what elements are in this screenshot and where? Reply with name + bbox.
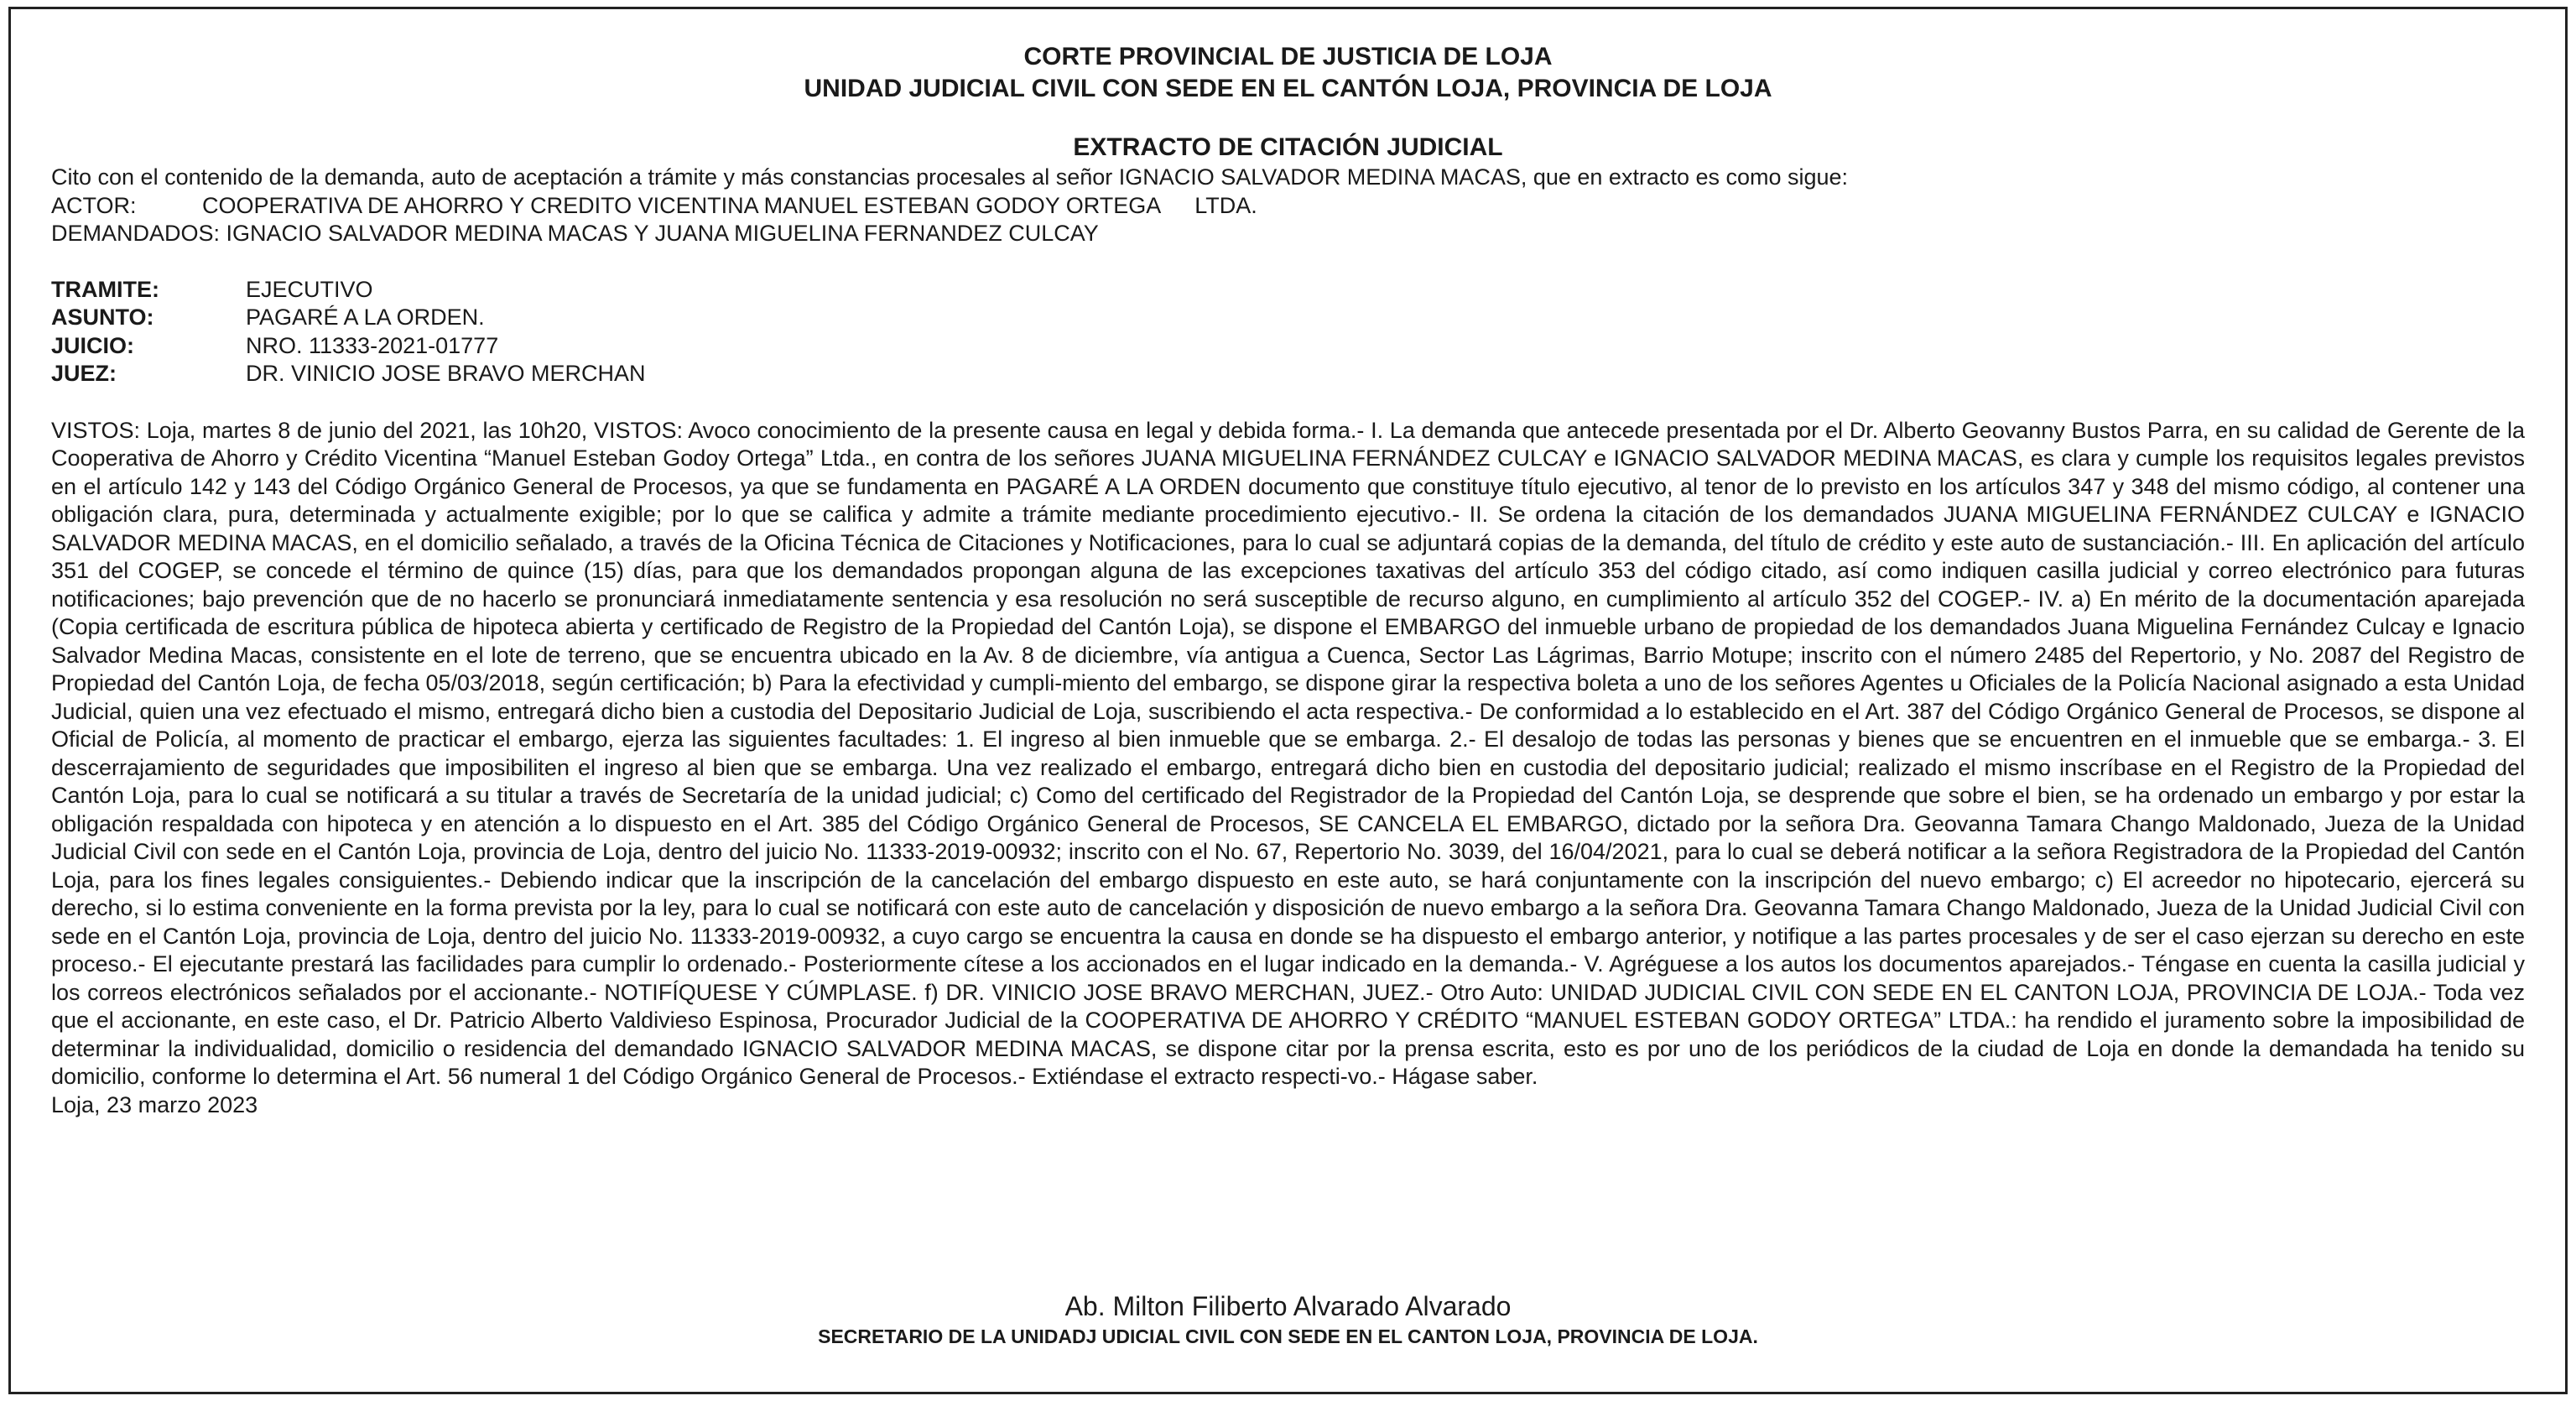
- signatory-title: SECRETARIO DE LA UNIDADJ UDICIAL CIVIL CON SEDE EN EL CANTON LOJA, PROVINCIA DE LOJA.: [818, 1325, 1758, 1347]
- field-value: EJECUTIVO: [246, 276, 373, 302]
- resolution-body: VISTOS: Loja, martes 8 de junio del 2021, las 10h20, VISTOS: Avoco conocimiento de la presente causa en legal y debida forma.- I. La demanda que antecede presentada por el Dr. Alberto Geovanny Bustos Parra, en su calidad de Gerente de la Cooperativa de Ahorro y Crédito Vicentina “Manuel Esteban Godoy Ortega” Ltda., en contra de los señores JUANA MIGUELINA FERNÁNDEZ CULCAY e IGNACIO SALVADOR MEDINA MACAS, es clara y cumple los requisitos legales previstos en el artículo 142 y 143 del Código Orgánico General de Procesos, ya que se fundamenta en PAGARÉ A LA ORDEN documento que constituye título ejecutivo, al tenor de lo previsto en los artículos 347 y 348 del mismo código, al contener una obligación clara, pura, determinada y actualmente exigible; por lo que se califica y admite a trámite mediante procedimiento ejecutivo.- II. Se ordena la citación de los demandados JUANA MIGUELINA FERNÁNDEZ CULCAY e IGNACIO SALVADOR MEDINA MACAS, en el domicilio señalado, a través de la Oficina Técnica de Citaciones y Notificaciones, para lo cual se adjuntará copias de la demanda, del título de crédito y este auto de sustanciación.- III. En aplicación del artículo 351 del COGEP, se concede el término de quince (15) días, para que los demandados propongan alguna de las excepciones taxativas del artículo 353 del código citado, así como indiquen casilla judicial y correo electrónico para futuras notificaciones; bajo prevención que de no hacerlo se pronunciará inmediatamente sentencia y esa resolución no será susceptible de recurso alguno, en cumplimiento al artículo 352 del COGEP.- IV. a) En mérito de la documentación aparejada (Copia certificada de escritura pública de hipoteca abierta y certificado de Registro de la Propiedad del Cantón Loja), se dispone el EMBARGO del inmueble urbano de propiedad de los demandados Juana Miguelina Fernández Culcay e Ignacio Salvador Medina Macas, consistente en el lote de terreno, que se encuentra ubicado en la Av. 8 de diciembre, vía antigua a Cuenca, Sector Las Lágrimas, Barrio Motupe; inscrito con el número 2485 del Repertorio, y No. 2087 del Registro de Propiedad del Cantón Loja, de fecha 05/03/2018, según certificación; b) Para la efectividad y cumpli-miento del embargo, se dispone girar la respectiva boleta a uno de los señores Agentes u Oficiales de la Policía Nacional asignado a esta Unidad Judicial, quien una vez efectuado el mismo, entregará dicho bien a custodia del Depositario Judicial de Loja, suscribiendo el acta respectiva.- De conformidad a lo establecido en el Art. 387 del Código Orgánico General de Procesos, se dispone al Oficial de Policía, al momento de practicar el embargo, ejerza las siguientes facultades: 1. El ingreso al bien inmueble que se embarga. 2.- El desalojo de todas las personas y bienes que se encuentren en el inmueble que se embarga.- 3. El descerrajamiento de seguridades que imposibiliten el ingreso al bien que se embarga. Una vez realizado el embargo, entregará dicho bien en custodia del depositario judicial; realizado el mismo inscríbase en el Registro de la Propiedad del Cantón Loja, para lo cual se notificará a su titular a través de Secretaría de la unidad judicial; c) Como del certificado del Registrador de la Propiedad del Cantón Loja, se desprende que sobre el bien, se ha ordenado un embargo y por estar la obligación respaldada con hipoteca y en atención a lo dispuesto en el Art. 385 del Código Orgánico General de Procesos, SE CANCELA EL EMBARGO, dictado por la señora Dra. Geovanna Tamara Chango Maldonado, Jueza de la Unidad Judicial Civil con sede en el Cantón Loja, provincia de Loja, dentro del juicio No. 11333-2019-00932; inscrito con el No. 67, Repertorio No. 3039, del 16/04/2021, para lo cual se deberá notificar a la señora Registradora de la Propiedad del Cantón Loja, para los fines legales consiguientes.- Debiendo indicar que la inscripción de la cancelación del embargo dispuesto en este auto, se hará conjuntamente con la inscripción del nuevo embargo; c) El acreedor no hipotecario, ejercerá su derecho, si lo estima conveniente en la forma prevista por la ley, para lo cual se notificará con este auto de cancelación y disposición de nuevo embargo a la señora Dra. Geovanna Tamara Chango Maldonado, Jueza de la Unidad Judicial Civil con sede en el Cantón Loja, provincia de Loja, dentro del juicio No. 11333-2019-00932, a cuyo cargo se encuentra la causa en donde se ha dispuesto el embargo anterior, y notifique a las partes procesales y de ser el caso ejerzan su derecho en este proceso.- El ejecutante prestará las facilidades para cumplir lo ordenado.- Posteriormente cítese a los accionados en el lugar indicado en la demanda.- V. Agréguese a los autos los documentos aparejados.- Téngase en cuenta la casilla judicial y los correos electrónicos señalados por el accionante.- NOTIFÍQUESE Y CÚMPLASE. f) DR. VINICIO JOSE BRAVO MERCHAN, JUEZ.- Otro Auto: UNIDAD JUDICIAL CIVIL CON SEDE EN EL CANTON LOJA, PROVINCIA DE LOJA.- Toda vez que el accionante, en este caso, el Dr. Patricio Alberto Valdivieso Espinosa, Procurador Judicial de la COOPERATIVA DE AHORRO Y CRÉDITO “MANUEL ESTEBAN GODOY ORTEGA” LTDA.: ha rendido el juramento sobre la imposibilidad de determinar la individualidad, domicilio o residencia del demandado IGNACIO SALVADOR MEDINA MACAS, se dispone citar por la prensa escrita, esto es por uno de los periódicos de la ciudad de Loja en donde la demandada ha tenido su domicilio, conforme lo determina el Art. 56 numeral 1 del Código Orgánico General de Procesos.- Extiéndase el extracto respecti-vo.- Hágase saber.: [51, 417, 2525, 1089]
- field-asunto: [51, 304, 2525, 332]
- field-value: PAGARÉ A LA ORDEN.: [246, 305, 485, 330]
- actor-name: COOPERATIVA DE AHORRO Y CREDITO VICENTINA MANUEL ESTEBAN GODOY ORTEGA: [202, 192, 1162, 218]
- field-tramite: [51, 276, 2525, 305]
- notice-frame: [8, 7, 2568, 1394]
- field-value: DR. VINICIO JOSE BRAVO MERCHAN: [246, 361, 646, 386]
- field-label: ASUNTO:: [51, 305, 154, 330]
- actor-label: ACTOR:: [51, 192, 137, 218]
- actor-suffix: LTDA.: [1194, 192, 1257, 218]
- signature-block: [11, 1289, 2565, 1350]
- intro-paragraph: Cito con el contenido de la demanda, auto de aceptación a trámite y más constancias procesales al señor IGNACIO SALVADOR MEDINA MACAS, que en extracto es como sigue:: [51, 164, 1849, 190]
- field-label: JUEZ:: [51, 361, 117, 386]
- signatory-name: Ab. Milton Filiberto Alvarado Alvarado: [1064, 1291, 1512, 1321]
- defendants-row: DEMANDADOS: IGNACIO SALVADOR MEDINA MACAS Y JUANA MIGUELINA FERNANDEZ CULCAY: [51, 221, 1099, 246]
- actor-row: [51, 192, 2525, 221]
- field-juez: [51, 360, 2525, 388]
- date-line: Loja, 23 marzo 2023: [51, 1091, 258, 1117]
- notice-title: EXTRACTO DE CITACIÓN JUDICIAL: [1073, 133, 1503, 161]
- field-label: TRAMITE:: [51, 276, 159, 302]
- field-value: NRO. 11333-2021-01777: [246, 332, 499, 358]
- field-label: JUICIO:: [51, 332, 135, 358]
- case-fields: [51, 276, 2525, 388]
- field-juicio: [51, 332, 2525, 361]
- court-name: CORTE PROVINCIAL DE JUSTICIA DE LOJA: [1023, 43, 1553, 70]
- parties-block: [51, 192, 2525, 248]
- judicial-unit-name: UNIDAD JUDICIAL CIVIL CON SEDE EN EL CANTÓN LOJA, PROVINCIA DE LOJA: [804, 75, 1772, 102]
